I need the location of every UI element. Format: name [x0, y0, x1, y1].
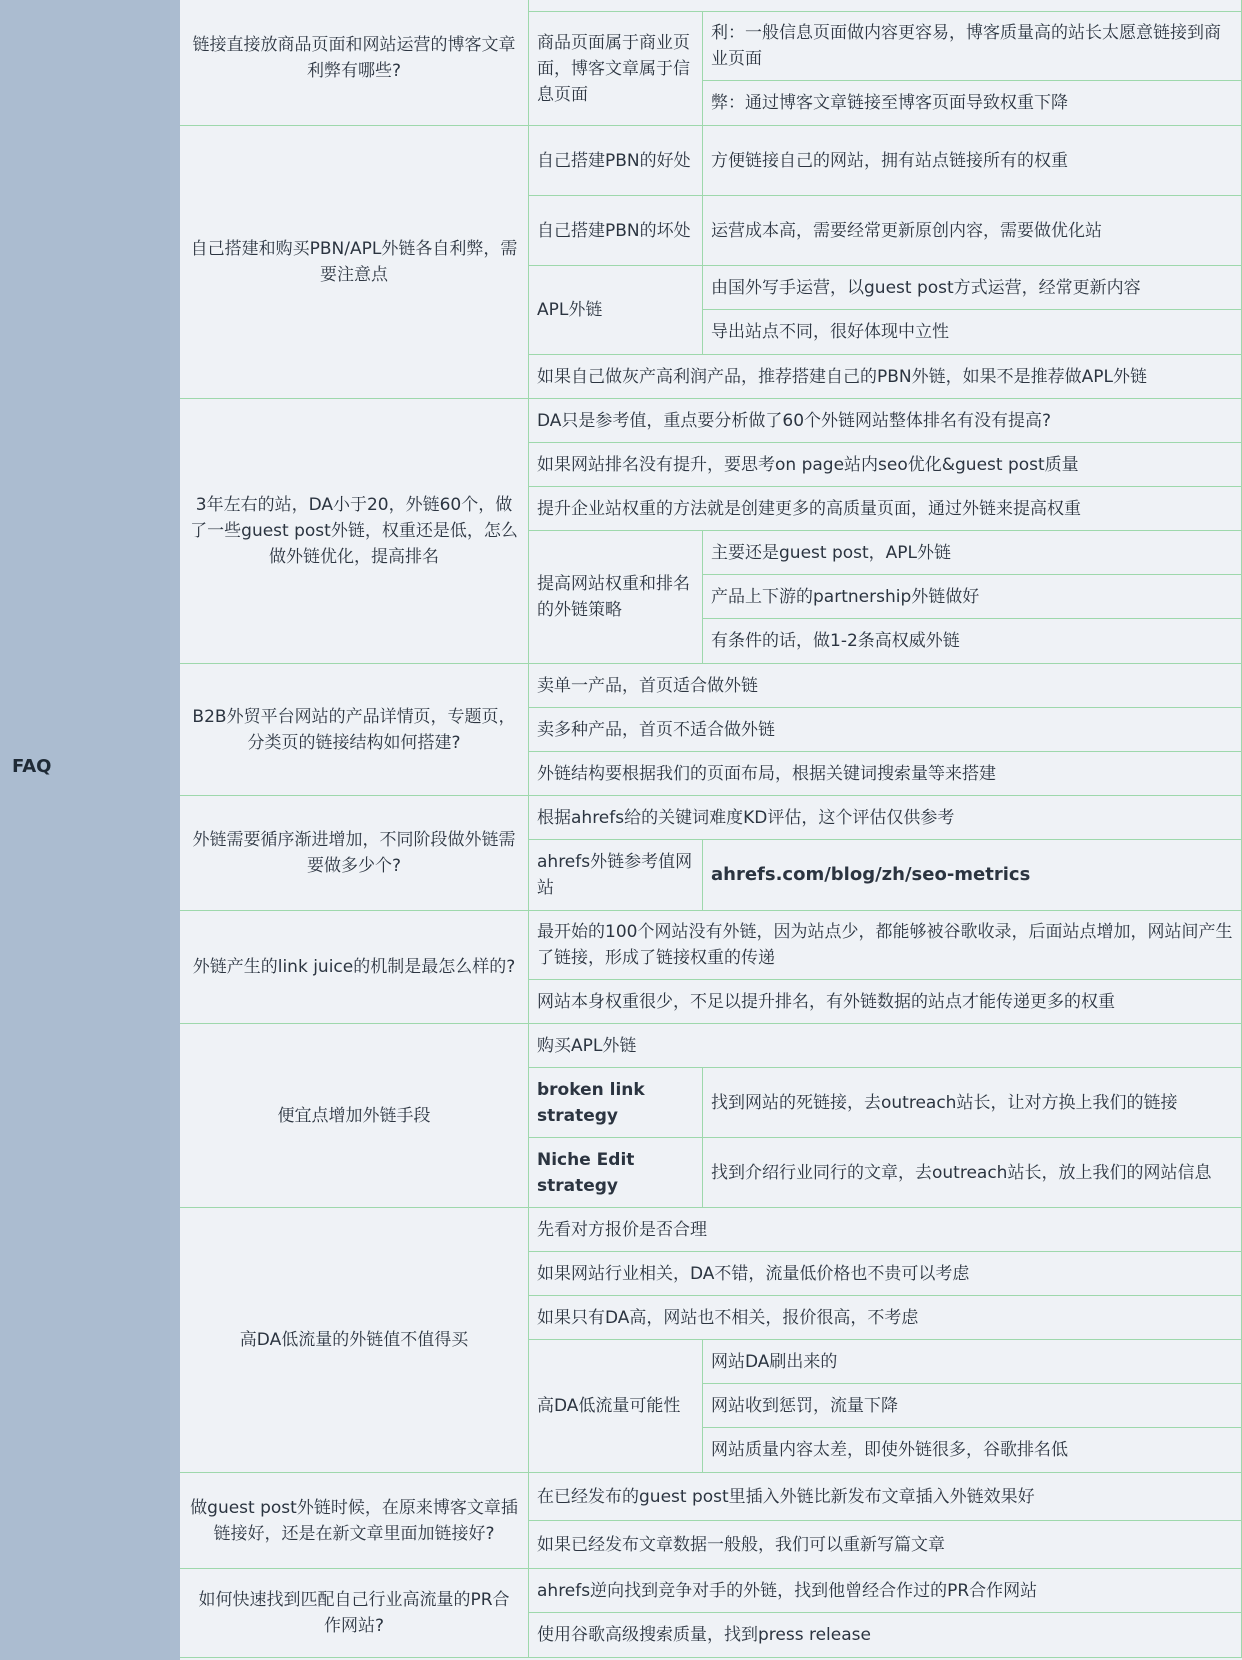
question-cell: 做guest post外链时候，在原来博客文章插链接好，还是在新文章里面加链接好?	[180, 1473, 529, 1569]
subtopic-cell: broken link strategy	[529, 1068, 703, 1138]
answer-cell: 在已经发布的guest post里插入外链比新发布文章插入外链效果好	[529, 1473, 1242, 1521]
answer-cell: 找到网站的死链接，去outreach站长，让对方换上我们的链接	[703, 1068, 1242, 1138]
answer-cell: DA只是参考值，重点要分析做了60个外链网站整体排名有没有提高?	[529, 399, 1242, 443]
answer-cell: 如果自己做灰产高利润产品，推荐搭建自己的PBN外链，如果不是推荐做APL外链	[529, 355, 1242, 399]
answer-cell: 购买APL外链	[529, 1024, 1242, 1068]
question-cell: 如何快速找到匹配自己行业高流量的PR合作网站?	[180, 1569, 529, 1658]
question-cell: 自己搭建和购买PBN/APL外链各自利弊，需要注意点	[180, 126, 529, 399]
subtopic-cell: 商品页面属于商业页面，博客文章属于信息页面	[529, 12, 703, 126]
answer-cell: 提升企业站权重的方法就是创建更多的高质量页面，通过外链来提高权重	[529, 487, 1242, 531]
answer-cell: 如果只有DA高，网站也不相关，报价很高，不考虑	[529, 1296, 1242, 1340]
faq-table	[180, 0, 1242, 1660]
question-cell: 高DA低流量的外链值不值得买	[180, 1208, 529, 1473]
question-cell: 外链需要循序渐进增加，不同阶段做外链需要做多少个?	[180, 796, 529, 911]
answer-cell: 卖单一产品，首页适合做外链	[529, 664, 1242, 708]
answer-cell: 根据ahrefs给的关键词难度KD评估，这个评估仅供参考	[529, 796, 1242, 840]
answer-cell: 网站本身权重很少，不足以提升排名，有外链数据的站点才能传递更多的权重	[529, 980, 1242, 1024]
answer-cell: 如果已经发布文章数据一般般，我们可以重新写篇文章	[529, 1521, 1242, 1569]
answer-cell: 如果网站行业相关，DA不错，流量低价格也不贵可以考虑	[529, 1252, 1242, 1296]
faq-label: FAQ	[12, 756, 52, 777]
question-cell: 3年左右的站，DA小于20，外链60个，做了一些guest post外链，权重还是低，怎么做外链优化，提高排名	[180, 399, 529, 664]
answer-cell: 产品上下游的partnership外链做好	[703, 575, 1242, 619]
subtopic-cell: APL外链	[529, 266, 703, 355]
answer-cell	[529, 0, 1242, 12]
answer-cell: 先看对方报价是否合理	[529, 1208, 1242, 1252]
answer-cell: ahrefs逆向找到竞争对手的外链，找到他曾经合作过的PR合作网站	[529, 1569, 1242, 1613]
answer-cell: 方便链接自己的网站，拥有站点链接所有的权重	[703, 126, 1242, 196]
answer-cell: 如果网站排名没有提升，要思考on page站内seo优化&guest post质量	[529, 443, 1242, 487]
answer-cell: 网站质量内容太差，即使外链很多，谷歌排名低	[703, 1428, 1242, 1473]
subtopic-cell: 自己搭建PBN的坏处	[529, 196, 703, 266]
answer-cell: 导出站点不同，很好体现中立性	[703, 310, 1242, 355]
question-cell: 外链产生的link juice的机制是最怎么样的?	[180, 911, 529, 1024]
question-cell: B2B外贸平台网站的产品详情页，专题页，分类页的链接结构如何搭建?	[180, 664, 529, 796]
subtopic-cell: 自己搭建PBN的好处	[529, 126, 703, 196]
answer-cell: 外链结构要根据我们的页面布局，根据关键词搜索量等来搭建	[529, 752, 1242, 796]
subtopic-cell: ahrefs外链参考值网站	[529, 840, 703, 911]
answer-cell: 卖多种产品，首页不适合做外链	[529, 708, 1242, 752]
answer-cell: 有条件的话，做1-2条高权威外链	[703, 619, 1242, 664]
answer-cell: 运营成本高，需要经常更新原创内容，需要做优化站	[703, 196, 1242, 266]
answer-cell: 弊：通过博客文章链接至博客页面导致权重下降	[703, 81, 1242, 126]
answer-cell: 由国外写手运营，以guest post方式运营，经常更新内容	[703, 266, 1242, 310]
faq-category-column	[0, 0, 180, 1660]
answer-cell: 利：一般信息页面做内容更容易，博客质量高的站长太愿意链接到商业页面	[703, 12, 1242, 81]
answer-cell: 主要还是guest post，APL外链	[703, 531, 1242, 575]
question-cell: 便宜点增加外链手段	[180, 1024, 529, 1208]
subtopic-cell: 提高网站权重和排名的外链策略	[529, 531, 703, 664]
answer-cell: 网站收到惩罚，流量下降	[703, 1384, 1242, 1428]
answer-cell: 使用谷歌高级搜索质量，找到press release	[529, 1613, 1242, 1658]
subtopic-cell: Niche Edit strategy	[529, 1138, 703, 1208]
answer-cell: 找到介绍行业同行的文章，去outreach站长，放上我们的网站信息	[703, 1138, 1242, 1208]
answer-cell: 网站DA刷出来的	[703, 1340, 1242, 1384]
subtopic-cell: 高DA低流量可能性	[529, 1340, 703, 1473]
question-cell: 链接直接放商品页面和网站运营的博客文章利弊有哪些?	[180, 0, 529, 126]
reference-link[interactable]: ahrefs.com/blog/zh/seo-metrics	[703, 840, 1242, 911]
answer-cell: 最开始的100个网站没有外链，因为站点少，都能够被谷歌收录，后面站点增加，网站间产生了链接，形成了链接权重的传递	[529, 911, 1242, 980]
